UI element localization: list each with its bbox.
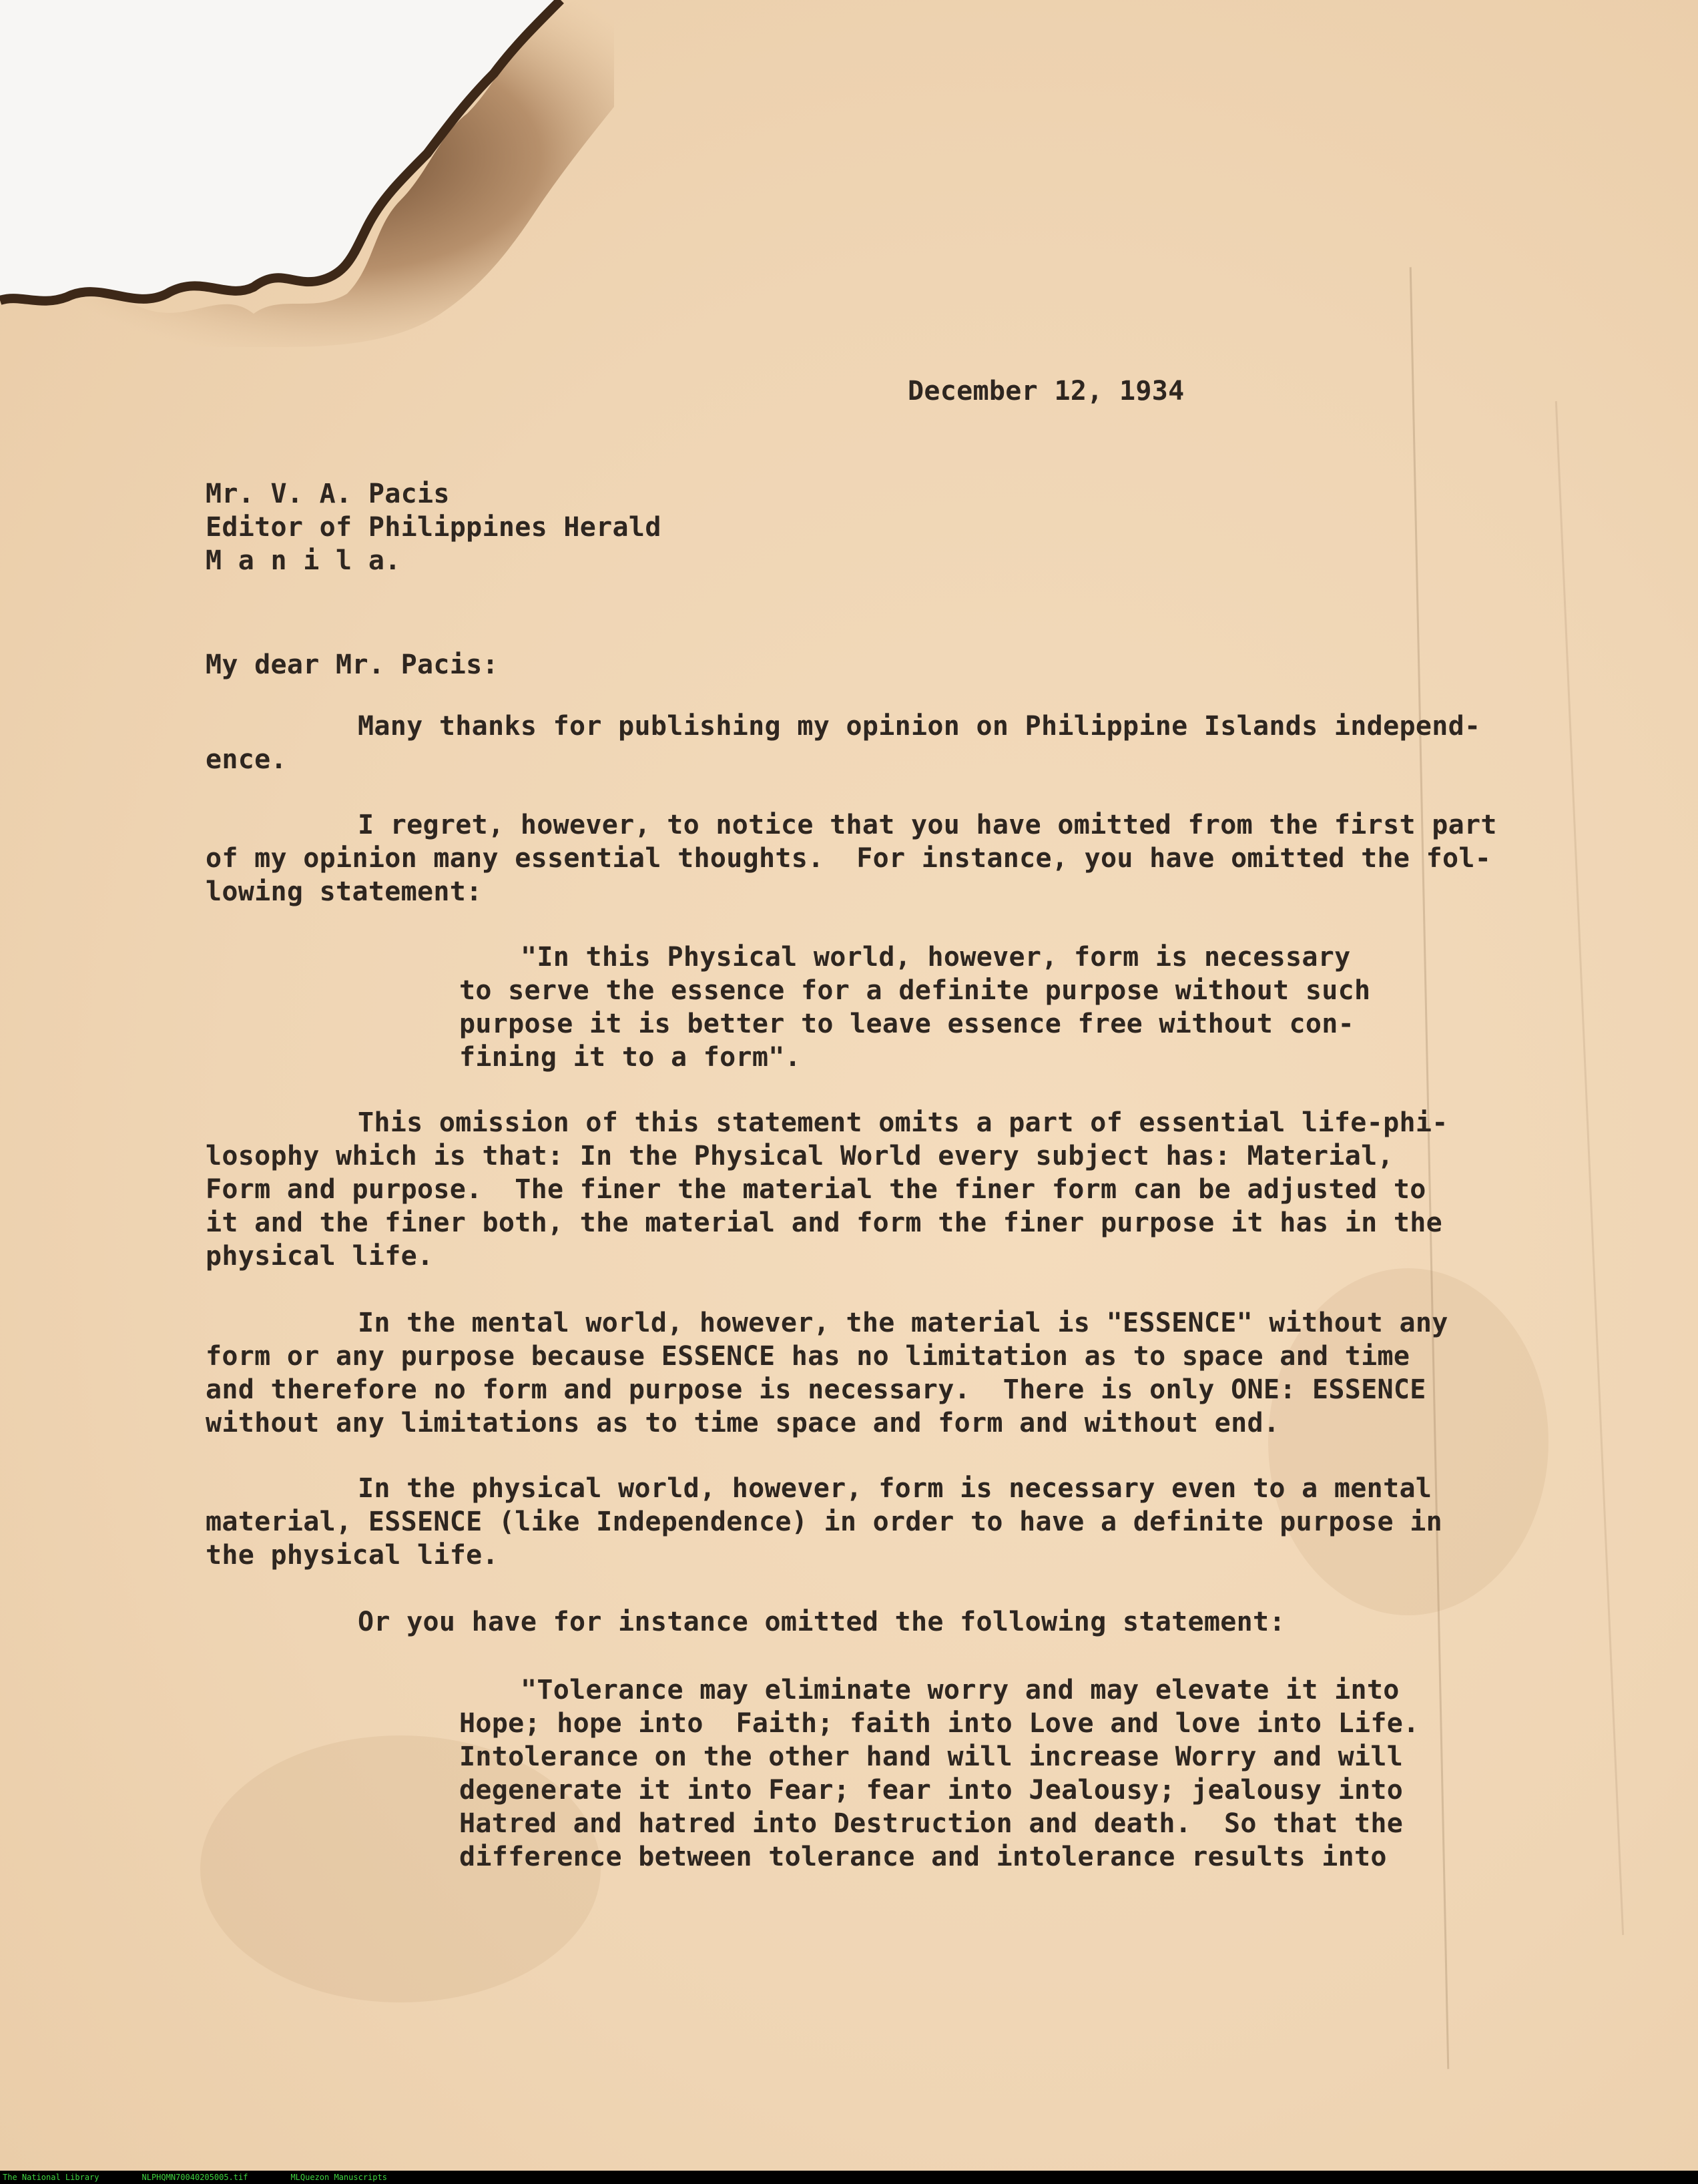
paragraph-line: physical life.	[206, 1241, 434, 1272]
paper-crease	[1410, 267, 1450, 2069]
letter-date: December 12, 1934	[908, 376, 1185, 406]
quote-line: "In this Physical world, however, form is necessary	[521, 942, 1351, 973]
paragraph-line: In the mental world, however, the material is "ESSENCE" without any	[358, 1308, 1448, 1338]
footer-collection: MLQuezon Manuscripts	[290, 2173, 387, 2182]
paragraph-line: and therefore no form and purpose is necessary. There is only ONE: ESSENCE	[206, 1374, 1426, 1405]
quote-line: "Tolerance may eliminate worry and may elevate it into	[521, 1675, 1400, 1705]
scan-footer	[0, 2171, 1698, 2184]
paragraph-line: Form and purpose. The finer the material the finer form can be adjusted to	[206, 1174, 1426, 1205]
paragraph-line: Or you have for instance omitted the following statement:	[358, 1607, 1286, 1637]
recipient-title: Editor of Philippines Herald	[206, 512, 661, 543]
quote-line: purpose it is better to leave essence free without con-	[459, 1009, 1355, 1039]
recipient-city: M a n i l a.	[206, 545, 401, 576]
paragraph-line: it and the finer both, the material and form the finer purpose it has in the	[206, 1207, 1443, 1238]
quote-line: fining it to a form".	[459, 1042, 802, 1073]
paragraph-line: I regret, however, to notice that you have omitted from the first part	[358, 810, 1497, 840]
paragraph-line: losophy which is that: In the Physical World every subject has: Material,	[206, 1141, 1394, 1171]
paragraph-line: without any limitations as to time space and form and without end.	[206, 1408, 1280, 1438]
paragraph-line: of my opinion many essential thoughts. For instance, you have omitted the fol-	[206, 843, 1492, 874]
quote-line: difference between tolerance and intolerance results into	[459, 1842, 1387, 1872]
paragraph-line: In the physical world, however, form is necessary even to a mental	[358, 1473, 1432, 1504]
quote-line: Intolerance on the other hand will increase Worry and will	[459, 1741, 1404, 1772]
quote-line: degenerate it into Fear; fear into Jealousy; jealousy into	[459, 1775, 1404, 1806]
quote-line: to serve the essence for a definite purpose without such	[459, 975, 1371, 1006]
paragraph-line: Many thanks for publishing my opinion on Philippine Islands independ-	[358, 711, 1481, 742]
paragraph-line: form or any purpose because ESSENCE has no limitation as to space and time	[206, 1341, 1410, 1372]
paragraph-line: ence.	[206, 744, 287, 775]
recipient-name: Mr. V. A. Pacis	[206, 479, 450, 509]
paragraph-line: lowing statement:	[206, 876, 483, 907]
paper-crease	[1555, 401, 1624, 1935]
salutation: My dear Mr. Pacis:	[206, 649, 499, 680]
paragraph-line: material, ESSENCE (like Independence) in order to have a definite purpose in	[206, 1507, 1443, 1537]
footer-file: NLPHQMN70040205005.tif	[142, 2173, 248, 2182]
paragraph-line: the physical life.	[206, 1540, 499, 1571]
quote-line: Hope; hope into Faith; faith into Love and love into Life.	[459, 1708, 1420, 1739]
quote-line: Hatred and hatred into Destruction and death. So that the	[459, 1808, 1404, 1839]
burnt-corner	[0, 0, 614, 347]
paragraph-line: This omission of this statement omits a part of essential life-phi-	[358, 1107, 1448, 1138]
footer-library: The National Library	[3, 2173, 99, 2182]
